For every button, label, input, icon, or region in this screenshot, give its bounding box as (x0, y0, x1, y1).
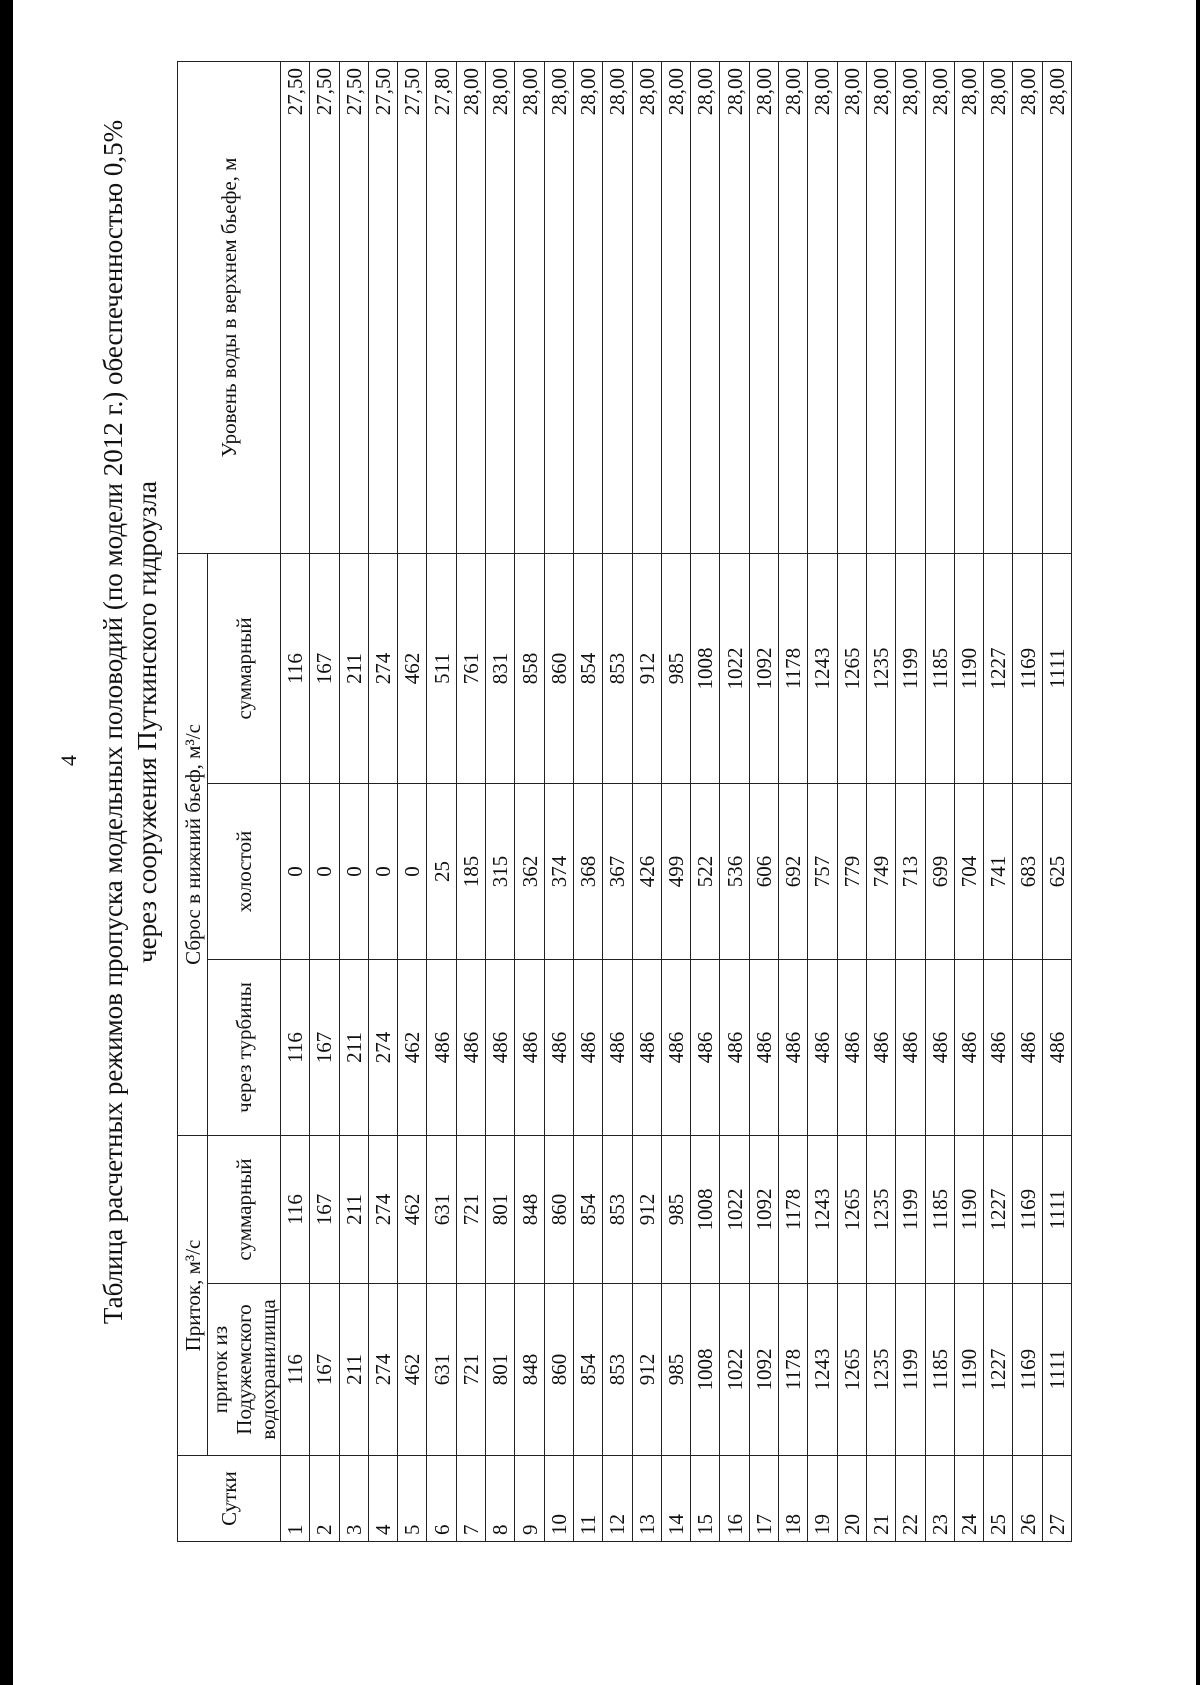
cell-idle: 0 (281, 784, 310, 960)
document-title (96, 0, 164, 1472)
table-row (632, 61, 661, 1541)
cell-idle: 713 (896, 784, 925, 960)
cell-level: 28,00 (720, 61, 749, 553)
table-row (779, 61, 808, 1541)
cell-inflow-total: 631 (427, 1136, 456, 1284)
cell-level: 28,00 (632, 61, 661, 553)
cell-idle: 0 (368, 784, 397, 960)
cell-idle: 368 (573, 784, 602, 960)
cell-inflow-total: 853 (603, 1136, 632, 1284)
cell-discharge-total: 274 (368, 553, 397, 783)
cell-turbines: 486 (720, 960, 749, 1136)
cell-idle: 0 (339, 784, 368, 960)
cell-inflow-total: 116 (281, 1136, 310, 1284)
cell-turbines: 486 (896, 960, 925, 1136)
table-row (398, 61, 427, 1541)
cell-day: 20 (837, 1456, 866, 1542)
cell-inflow-from: 1265 (837, 1284, 866, 1456)
cell-discharge-total: 761 (456, 553, 485, 783)
cell-inflow-total: 1111 (1042, 1136, 1071, 1284)
cell-inflow-from: 848 (515, 1284, 544, 1456)
header-level: Уровень воды в верхнем бьефе, м (178, 61, 281, 553)
table-row (749, 61, 778, 1541)
cell-level: 28,00 (544, 61, 573, 553)
cell-inflow-total: 274 (368, 1136, 397, 1284)
table-row (339, 61, 368, 1541)
cell-turbines: 486 (603, 960, 632, 1136)
cell-idle: 522 (691, 784, 720, 960)
cell-idle: 625 (1042, 784, 1071, 960)
header-discharge-total: суммарный (208, 553, 281, 783)
cell-inflow-from: 116 (281, 1284, 310, 1456)
cell-inflow-from: 853 (603, 1284, 632, 1456)
cell-turbines: 486 (573, 960, 602, 1136)
cell-inflow-total: 167 (310, 1136, 339, 1284)
cell-inflow-total: 1169 (1013, 1136, 1042, 1284)
cell-turbines: 486 (779, 960, 808, 1136)
cell-inflow-from: 211 (339, 1284, 368, 1456)
cell-turbines: 486 (808, 960, 837, 1136)
cell-inflow-from: 985 (661, 1284, 690, 1456)
cell-day: 16 (720, 1456, 749, 1542)
cell-turbines: 486 (837, 960, 866, 1136)
cell-day: 11 (573, 1456, 602, 1542)
table-row (544, 61, 573, 1541)
cell-discharge-total: 858 (515, 553, 544, 783)
cell-turbines: 486 (1013, 960, 1042, 1136)
cell-discharge-total: 1008 (691, 553, 720, 783)
cell-inflow-total: 1022 (720, 1136, 749, 1284)
table-row (808, 61, 837, 1541)
cell-day: 7 (456, 1456, 485, 1542)
table-row (310, 61, 339, 1541)
cell-day: 25 (984, 1456, 1013, 1542)
table-row (515, 61, 544, 1541)
cell-level: 27,50 (310, 61, 339, 553)
cell-level: 28,00 (925, 61, 954, 553)
cell-inflow-from: 1190 (954, 1284, 983, 1456)
cell-idle: 699 (925, 784, 954, 960)
cell-level: 28,00 (515, 61, 544, 553)
cell-turbines: 167 (310, 960, 339, 1136)
cell-inflow-total: 721 (456, 1136, 485, 1284)
cell-inflow-total: 1265 (837, 1136, 866, 1284)
cell-inflow-from: 274 (368, 1284, 397, 1456)
table-row (281, 61, 310, 1541)
cell-day: 2 (310, 1456, 339, 1542)
cell-level: 28,00 (837, 61, 866, 553)
cell-idle: 374 (544, 784, 573, 960)
table-row (1013, 61, 1042, 1541)
cell-level: 28,00 (779, 61, 808, 553)
cell-idle: 749 (866, 784, 895, 960)
cell-level: 27,50 (339, 61, 368, 553)
cell-inflow-from: 1169 (1013, 1284, 1042, 1456)
scan-border-right (1196, 0, 1200, 1685)
cell-inflow-from: 1199 (896, 1284, 925, 1456)
cell-inflow-from: 1185 (925, 1284, 954, 1456)
cell-idle: 25 (427, 784, 456, 960)
cell-level: 27,80 (427, 61, 456, 553)
cell-level: 28,00 (749, 61, 778, 553)
cell-inflow-from: 1227 (984, 1284, 1013, 1456)
cell-inflow-from: 860 (544, 1284, 573, 1456)
table-row (720, 61, 749, 1541)
cell-idle: 741 (984, 784, 1013, 960)
table-row (603, 61, 632, 1541)
flood-regime-table (177, 61, 1072, 1542)
cell-discharge-total: 1092 (749, 553, 778, 783)
cell-inflow-total: 1092 (749, 1136, 778, 1284)
cell-turbines: 486 (925, 960, 954, 1136)
header-inflow-total: суммарный (208, 1136, 281, 1284)
data-table-wrapper (177, 61, 1072, 1542)
title-line-1: Таблица расчетных режимов пропуска модельных половодий (по модели 2012 г.) обеспеченностью 0,5% (98, 119, 128, 1325)
cell-inflow-total: 912 (632, 1136, 661, 1284)
cell-discharge-total: 831 (486, 553, 515, 783)
cell-level: 27,50 (368, 61, 397, 553)
cell-day: 26 (1013, 1456, 1042, 1542)
cell-idle: 606 (749, 784, 778, 960)
cell-turbines: 486 (486, 960, 515, 1136)
cell-day: 13 (632, 1456, 661, 1542)
cell-day: 27 (1042, 1456, 1071, 1542)
cell-day: 24 (954, 1456, 983, 1542)
cell-inflow-total: 854 (573, 1136, 602, 1284)
cell-level: 28,00 (896, 61, 925, 553)
table-row (984, 61, 1013, 1541)
cell-day: 14 (661, 1456, 690, 1542)
cell-day: 22 (896, 1456, 925, 1542)
cell-level: 28,00 (691, 61, 720, 553)
scan-border-left (0, 0, 13, 1685)
cell-level: 28,00 (661, 61, 690, 553)
cell-day: 15 (691, 1456, 720, 1542)
cell-inflow-from: 462 (398, 1284, 427, 1456)
cell-discharge-total: 1185 (925, 553, 954, 783)
header-row-group (178, 61, 208, 1541)
table-row (925, 61, 954, 1541)
cell-discharge-total: 511 (427, 553, 456, 783)
cell-day: 5 (398, 1456, 427, 1542)
cell-level: 28,00 (486, 61, 515, 553)
cell-inflow-total: 1199 (896, 1136, 925, 1284)
cell-level: 28,00 (1013, 61, 1042, 553)
cell-level: 27,50 (281, 61, 310, 553)
cell-turbines: 486 (749, 960, 778, 1136)
cell-inflow-total: 1243 (808, 1136, 837, 1284)
header-inflow-from: приток из Подужемского водохранилища (208, 1284, 281, 1456)
cell-level: 28,00 (984, 61, 1013, 553)
cell-inflow-from: 801 (486, 1284, 515, 1456)
cell-turbines: 486 (515, 960, 544, 1136)
table-row (866, 61, 895, 1541)
cell-turbines: 274 (368, 960, 397, 1136)
cell-turbines: 486 (984, 960, 1013, 1136)
table-row (1042, 61, 1071, 1541)
cell-level: 28,00 (456, 61, 485, 553)
cell-turbines: 486 (456, 960, 485, 1136)
cell-discharge-total: 462 (398, 553, 427, 783)
cell-inflow-total: 1178 (779, 1136, 808, 1284)
cell-day: 4 (368, 1456, 397, 1542)
table-row (368, 61, 397, 1541)
header-day: Сутки (178, 1456, 281, 1542)
table-row (427, 61, 456, 1541)
cell-idle: 704 (954, 784, 983, 960)
cell-inflow-from: 854 (573, 1284, 602, 1456)
cell-turbines: 486 (632, 960, 661, 1136)
cell-day: 8 (486, 1456, 515, 1542)
cell-turbines: 486 (866, 960, 895, 1136)
cell-idle: 367 (603, 784, 632, 960)
cell-inflow-from: 1008 (691, 1284, 720, 1456)
cell-day: 3 (339, 1456, 368, 1542)
table-row (661, 61, 690, 1541)
cell-discharge-total: 912 (632, 553, 661, 783)
cell-idle: 757 (808, 784, 837, 960)
header-inflow-group: Приток, м³/с (178, 1136, 208, 1456)
cell-day: 9 (515, 1456, 544, 1542)
cell-day: 1 (281, 1456, 310, 1542)
cell-inflow-total: 1190 (954, 1136, 983, 1284)
cell-turbines: 486 (954, 960, 983, 1136)
cell-discharge-total: 211 (339, 553, 368, 783)
cell-day: 10 (544, 1456, 573, 1542)
cell-day: 18 (779, 1456, 808, 1542)
cell-level: 28,00 (866, 61, 895, 553)
cell-inflow-total: 211 (339, 1136, 368, 1284)
cell-day: 12 (603, 1456, 632, 1542)
table-row (896, 61, 925, 1541)
cell-inflow-total: 1227 (984, 1136, 1013, 1284)
cell-inflow-from: 1235 (866, 1284, 895, 1456)
table-row (954, 61, 983, 1541)
table-body (281, 61, 1072, 1541)
cell-level: 28,00 (603, 61, 632, 553)
cell-inflow-total: 801 (486, 1136, 515, 1284)
cell-discharge-total: 985 (661, 553, 690, 783)
cell-discharge-total: 1022 (720, 553, 749, 783)
cell-discharge-total: 854 (573, 553, 602, 783)
cell-turbines: 486 (661, 960, 690, 1136)
cell-inflow-from: 1178 (779, 1284, 808, 1456)
cell-turbines: 486 (691, 960, 720, 1136)
cell-turbines: 462 (398, 960, 427, 1136)
cell-inflow-total: 1008 (691, 1136, 720, 1284)
cell-day: 23 (925, 1456, 954, 1542)
cell-level: 28,00 (808, 61, 837, 553)
cell-day: 17 (749, 1456, 778, 1542)
title-line-2: через сооружения Путкинского гидроузла (132, 481, 162, 963)
cell-idle: 185 (456, 784, 485, 960)
cell-discharge-total: 860 (544, 553, 573, 783)
cell-discharge-total: 1178 (779, 553, 808, 783)
header-turbines: через турбины (208, 960, 281, 1136)
cell-idle: 315 (486, 784, 515, 960)
cell-discharge-total: 1111 (1042, 553, 1071, 783)
cell-level: 28,00 (954, 61, 983, 553)
cell-discharge-total: 167 (310, 553, 339, 783)
cell-discharge-total: 1169 (1013, 553, 1042, 783)
cell-turbines: 486 (544, 960, 573, 1136)
cell-discharge-total: 853 (603, 553, 632, 783)
cell-idle: 499 (661, 784, 690, 960)
cell-discharge-total: 1243 (808, 553, 837, 783)
cell-inflow-total: 1185 (925, 1136, 954, 1284)
cell-turbines: 211 (339, 960, 368, 1136)
cell-level: 28,00 (1042, 61, 1071, 553)
cell-inflow-from: 1092 (749, 1284, 778, 1456)
cell-idle: 0 (398, 784, 427, 960)
cell-discharge-total: 1235 (866, 553, 895, 783)
cell-turbines: 486 (427, 960, 456, 1136)
cell-inflow-from: 912 (632, 1284, 661, 1456)
header-discharge-group: Сброс в нижний бьеф, м³/с (178, 553, 208, 1135)
cell-inflow-total: 985 (661, 1136, 690, 1284)
cell-day: 21 (866, 1456, 895, 1542)
cell-discharge-total: 1190 (954, 553, 983, 783)
page-number: 4 (56, 755, 81, 766)
header-idle: холостой (208, 784, 281, 960)
cell-idle: 426 (632, 784, 661, 960)
cell-turbines: 116 (281, 960, 310, 1136)
cell-inflow-from: 1111 (1042, 1284, 1071, 1456)
cell-inflow-total: 860 (544, 1136, 573, 1284)
cell-idle: 0 (310, 784, 339, 960)
table-row (691, 61, 720, 1541)
cell-discharge-total: 1199 (896, 553, 925, 783)
cell-inflow-total: 848 (515, 1136, 544, 1284)
cell-idle: 536 (720, 784, 749, 960)
cell-inflow-from: 167 (310, 1284, 339, 1456)
cell-level: 27,50 (398, 61, 427, 553)
cell-discharge-total: 116 (281, 553, 310, 783)
table-row (486, 61, 515, 1541)
cell-inflow-total: 462 (398, 1136, 427, 1284)
cell-turbines: 486 (1042, 960, 1071, 1136)
table-row (573, 61, 602, 1541)
cell-level: 28,00 (573, 61, 602, 553)
cell-inflow-total: 1235 (866, 1136, 895, 1284)
cell-inflow-from: 1022 (720, 1284, 749, 1456)
cell-idle: 779 (837, 784, 866, 960)
cell-idle: 692 (779, 784, 808, 960)
cell-inflow-from: 631 (427, 1284, 456, 1456)
cell-day: 19 (808, 1456, 837, 1542)
table-row (456, 61, 485, 1541)
cell-idle: 362 (515, 784, 544, 960)
cell-inflow-from: 1243 (808, 1284, 837, 1456)
cell-discharge-total: 1265 (837, 553, 866, 783)
cell-day: 6 (427, 1456, 456, 1542)
cell-idle: 683 (1013, 784, 1042, 960)
table-row (837, 61, 866, 1541)
cell-discharge-total: 1227 (984, 553, 1013, 783)
cell-inflow-from: 721 (456, 1284, 485, 1456)
